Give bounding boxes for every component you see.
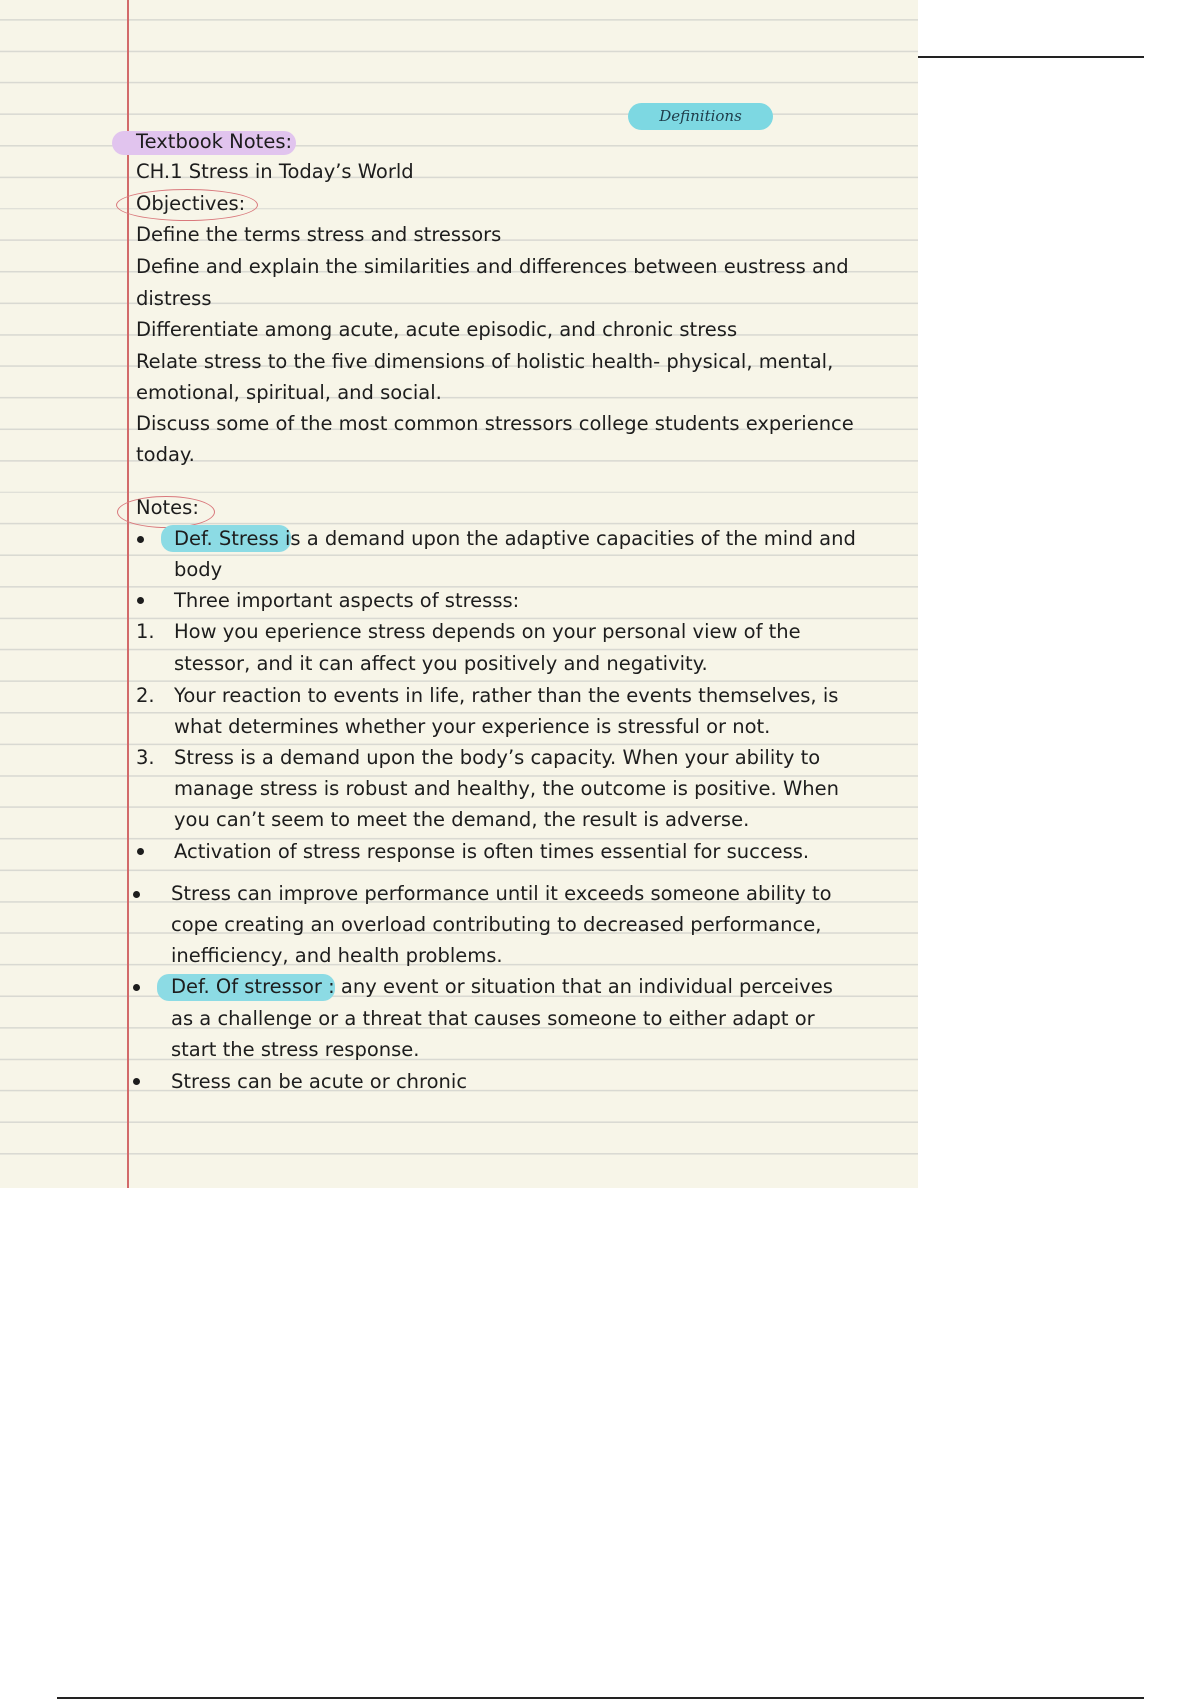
performance-line: inefficiency, and health problems. [171,944,503,967]
list-number: 3. [136,746,155,769]
def-stress-line [174,527,856,551]
bullet [137,597,144,604]
objective-line: Differentiate among acute, acute episodic, and chronic stress [136,318,738,341]
def-stressor-continuation: start the stress response. [171,1038,420,1061]
def-stressor-line [171,975,833,999]
def-stress-term: Def. Stress [174,527,279,550]
bottom-rule [57,1697,1144,1699]
bullet [133,891,140,898]
def-stressor-term: Def. Of stressor [171,975,322,998]
aspect-line: stessor, and it can affect you positively and negativity. [174,652,708,675]
aspect-line: manage stress is robust and healthy, the outcome is positive. When [174,777,839,800]
def-stress-continuation: body [174,558,223,581]
bullet [137,848,144,855]
aspect-line: Your reaction to events in life, rather than the events themselves, is [174,684,839,707]
aspect-line: you can’t seem to meet the demand, the result is adverse. [174,808,750,831]
aspect-line: How you eperience stress depends on your personal view of the [174,620,801,643]
performance-line: cope creating an overload contributing to decreased performance, [171,913,822,936]
bullet [133,984,140,991]
textbook-notes-label: Textbook Notes: [136,130,293,153]
margin-line [127,0,129,1188]
objective-line: Discuss some of the most common stressors college students experience [136,412,854,435]
notes-label: Notes: [136,496,199,519]
activation-note: Activation of stress response is often times essential for success. [174,840,810,863]
bullet [137,536,144,543]
objectives-label: Objectives: [136,192,246,215]
bullet [133,1078,140,1085]
objective-line: Relate stress to the five dimensions of holistic health- physical, mental, [136,350,834,373]
def-stressor-text: : any event or situation that an individual perceives [321,975,833,998]
objective-line: Define and explain the similarities and differences between eustress and [136,255,849,278]
aspect-line: Stress is a demand upon the body’s capacity. When your ability to [174,746,821,769]
def-stress-text: is a demand upon the adaptive capacities of the mind and [278,527,856,550]
acute-chronic-note: Stress can be acute or chronic [171,1070,468,1093]
objective-line: distress [136,287,212,310]
aspect-line: what determines whether your experience is stressful or not. [174,715,771,738]
list-number: 2. [136,684,155,707]
chapter-title: CH.1 Stress in Today’s World [136,160,414,183]
performance-line: Stress can improve performance until it exceeds someone ability to [171,882,832,905]
list-number: 1. [136,620,155,643]
aspects-intro: Three important aspects of stresss: [174,589,520,612]
top-rule [918,56,1144,58]
objective-line: emotional, spiritual, and social. [136,381,442,404]
objective-line: today. [136,443,195,466]
definitions-tag: Definitions [628,103,773,130]
def-stressor-continuation: as a challenge or a threat that causes someone to either adapt or [171,1007,815,1030]
objective-line: Define the terms stress and stressors [136,223,502,246]
